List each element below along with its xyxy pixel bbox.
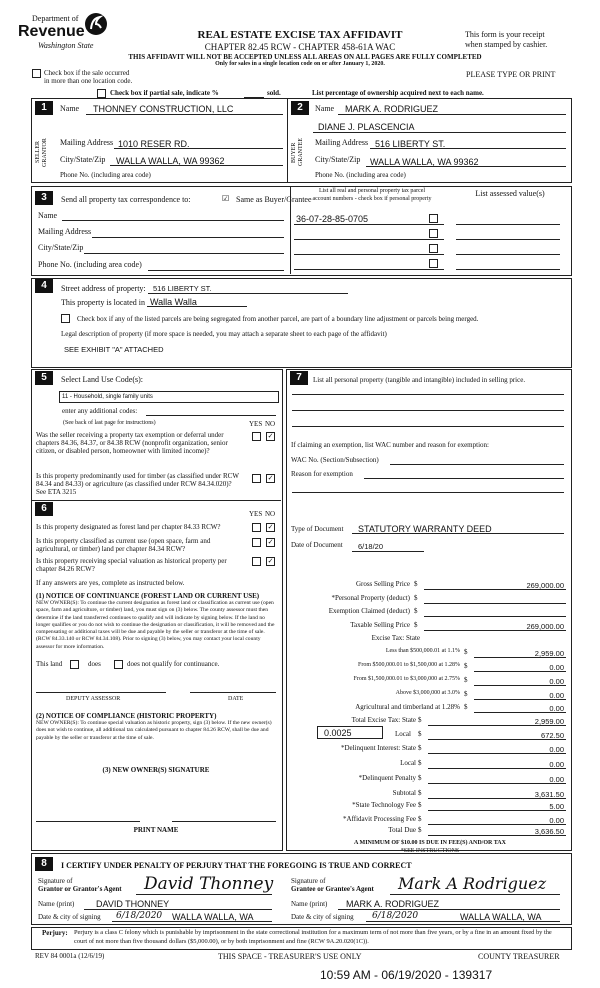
- located-in[interactable]: Walla Walla: [150, 297, 197, 307]
- s6-q1-no[interactable]: ✓: [267, 523, 274, 531]
- s6-q3-yes[interactable]: [252, 557, 261, 566]
- section-8-number: 8: [35, 857, 53, 871]
- grantor-date-label: Date & city of signing: [38, 913, 101, 921]
- s6-question-3: Is this property receiving special valuation as historical property per chapter 84.26 RCW?: [36, 557, 227, 573]
- minimum-note: A MINIMUM OF $10.00 IS DUE IN FEE(S) AND/OR TAX: [354, 840, 506, 846]
- local-rate: 0.0025: [324, 728, 352, 738]
- street-address[interactable]: 516 LIBERTY ST.: [153, 284, 212, 293]
- buyer-phone-label: Phone No. (including area code): [315, 171, 406, 179]
- s6-q3-no[interactable]: ✓: [267, 557, 274, 565]
- if-yes-note: If any answers are yes, complete as instructed below.: [36, 579, 185, 587]
- tier-3-label: From $1,500,000.01 to $3,000,000 at 2.75%: [353, 676, 460, 682]
- land-does-label: does: [88, 660, 101, 668]
- taxable-label: Taxable Selling Price: [350, 621, 410, 629]
- notice-1-body: NEW OWNER(S): To continue the current designation as forest land or classification as current use (open space, farm and agriculture, or timber) land, you must sign on (3) below. The county assessor must then determine if the land transferred continues to qualify and will indicate by signing below. If the land no longer qualifies or you do not wish to continue the designation or classification, it will be removed and the compensating or additional taxes will be due and payable by the seller or transferor at the time of sale. (RCW 84.33.140 or RCW 84.34.108). Prior to signing (3) below, you may contact your local county assessor for more information.: [36, 600, 275, 650]
- dollar-sign: $: [418, 774, 422, 782]
- exemption-claim-label: If claiming an exemption, list WAC number and reason for exemption:: [291, 441, 489, 449]
- section-2-number: 2: [291, 101, 309, 115]
- parcel-personal-checkbox-2[interactable]: [429, 229, 438, 238]
- dollar-sign: $: [464, 662, 468, 670]
- tier-4-value[interactable]: 0.00: [549, 691, 564, 700]
- local-value[interactable]: 672.50: [541, 731, 564, 740]
- recording-stamp: 10:59 AM - 06/19/2020 - 139317: [320, 968, 493, 982]
- buyer-name-2[interactable]: DIANE J. PLASCENCIA: [318, 122, 415, 132]
- same-as-check[interactable]: ☑: [222, 194, 230, 203]
- exemption-deduct-label: Exemption Claimed (deduct): [328, 607, 410, 615]
- logo-dept-line3: Washington State: [38, 41, 94, 50]
- tier-4-label: Above $3,000,000 at 3.0%: [395, 690, 460, 696]
- section-7-number: 7: [290, 371, 308, 385]
- total-due-label: Total Due: [388, 826, 416, 834]
- delinquent-penalty-label: *Delinquent Penalty: [358, 774, 416, 782]
- parcel-header-1: List all real and personal property tax parcel: [318, 188, 426, 194]
- segregated-checkbox[interactable]: [61, 314, 70, 323]
- tier-3-value[interactable]: 0.00: [549, 677, 564, 686]
- grantee-date[interactable]: 6/18/2020: [372, 911, 419, 921]
- section-4-number: 4: [35, 279, 53, 293]
- legal-desc-label: Legal description of property (if more space is needed, you may attach a separate sheet to each page of the affidavit): [61, 330, 387, 338]
- agri-label: Agricultural and timberland at 1.28%: [355, 703, 460, 711]
- seller-name[interactable]: THONNEY CONSTRUCTION, LLC: [93, 104, 234, 114]
- receipt-note-1: This form is your receipt: [465, 30, 545, 39]
- grantee-name[interactable]: MARK A. RODRIGUEZ: [346, 899, 440, 909]
- grantor-sig-label-1: Signature of: [38, 877, 73, 885]
- delinquent-local-label: Local: [400, 759, 416, 767]
- local-label: Local: [395, 730, 411, 738]
- multi-location-checkbox[interactable]: [32, 69, 41, 78]
- located-label: This property is located in: [61, 298, 145, 307]
- s5-q1-yes[interactable]: [252, 432, 261, 441]
- total-state-label: Total Excise Tax: State: [351, 716, 416, 724]
- seller-name-label: Name: [60, 104, 80, 113]
- subtotal-label: Subtotal: [392, 789, 416, 797]
- logo-dept-line2: Revenue: [18, 23, 85, 40]
- dollar-sign: $: [418, 759, 422, 767]
- s6-yes-header: YES: [249, 510, 263, 518]
- s3-city-label: City/State/Zip: [38, 243, 84, 252]
- receipt-note-2: when stamped by cashier.: [465, 40, 548, 49]
- s5-yes-header: YES: [249, 420, 263, 428]
- dollar-sign: $: [414, 607, 418, 615]
- grantor-signature[interactable]: David Thonney: [144, 874, 274, 894]
- form-title: REAL ESTATE EXCISE TAX AFFIDAVIT: [197, 29, 403, 41]
- gross-label: Gross Selling Price: [355, 580, 410, 588]
- warning-text: THIS AFFIDAVIT WILL NOT BE ACCEPTED UNLESS ALL AREAS ON ALL PAGES ARE FULLY COMPLETED: [128, 53, 482, 61]
- doc-date[interactable]: 6/18/20: [358, 542, 384, 551]
- deputy-assessor-label: DEPUTY ASSESSOR: [66, 696, 121, 702]
- seller-city[interactable]: WALLA WALLA, WA 99362: [116, 156, 225, 166]
- buyer-city[interactable]: WALLA WALLA, WA 99362: [370, 157, 479, 167]
- total-due-value[interactable]: 3,636.50: [534, 827, 564, 836]
- dollar-sign: $: [414, 621, 418, 629]
- dollar-sign: $: [418, 789, 422, 797]
- grantee-signature[interactable]: Mark A Rodriguez: [398, 874, 547, 893]
- grantee-city[interactable]: WALLA WALLA, WA: [460, 912, 542, 922]
- grantor-name[interactable]: DAVID THONNEY: [96, 899, 170, 909]
- this-land-label: This land: [36, 660, 63, 668]
- dollar-sign: $: [464, 703, 468, 711]
- land-does-not-label: does not qualify for continuance.: [127, 660, 220, 668]
- county-treasurer: COUNTY TREASURER: [478, 952, 560, 961]
- dollar-sign: $: [464, 690, 468, 698]
- see-back-label: (See back of last page for instructions): [63, 420, 156, 426]
- doc-date-label: Date of Document: [291, 541, 343, 549]
- s3-phone-label: Phone No. (including area code): [38, 260, 142, 269]
- dollar-sign: $: [414, 580, 418, 588]
- s6-q2-no[interactable]: ✓: [267, 538, 274, 546]
- buyer-side-label: BUYER GRANTEE: [291, 138, 304, 167]
- grantor-sig-label-2: Grantor or Grantor's Agent: [38, 885, 122, 893]
- total-state-value[interactable]: 2,959.00: [534, 717, 564, 726]
- section-1-number: 1: [35, 101, 53, 115]
- s6-q1-yes[interactable]: [252, 523, 261, 532]
- wa-logo-icon: [84, 11, 108, 37]
- s5-q1-no[interactable]: ✓: [267, 432, 274, 440]
- wac-label: WAC No. (Section/Subsection): [291, 456, 379, 464]
- new-owner-signature-label: (3) NEW OWNER(S) SIGNATURE: [102, 766, 210, 774]
- land-use-label: Select Land Use Code(s):: [61, 375, 143, 384]
- partial-sold-label: sold.: [267, 89, 281, 97]
- treasurer-use: THIS SPACE - TREASURER'S USE ONLY: [218, 952, 362, 961]
- excise-state-label: Excise Tax: State: [371, 634, 420, 642]
- section-5-number: 5: [35, 371, 53, 385]
- seller-mailing[interactable]: 1010 RESER RD.: [118, 139, 190, 149]
- land-does-checkbox[interactable]: [70, 660, 79, 669]
- processing-fee-value[interactable]: 0.00: [549, 816, 564, 825]
- multi-location-line1: Check box if the sale occurred: [44, 69, 130, 77]
- segregated-label: Check box if any of the listed parcels are being segregated from another parcel, are part of a boundary line adjustment or parcels being merged.: [77, 315, 479, 323]
- taxable-value[interactable]: 269,000.00: [526, 622, 564, 631]
- dollar-sign: $: [414, 594, 418, 602]
- processing-fee-label: *Affidavit Processing Fee: [343, 815, 416, 823]
- street-label: Street address of property:: [61, 284, 146, 293]
- local-rate-box[interactable]: [317, 726, 383, 739]
- buyer-mailing[interactable]: 516 LIBERTY ST.: [375, 139, 446, 149]
- parcel-header-2: account numbers - check box if personal property: [312, 196, 432, 202]
- logo-dept-line1: Department of: [32, 14, 79, 23]
- ownership-note: List percentage of ownership acquired next to each name.: [312, 89, 484, 97]
- delinquent-local-value[interactable]: 0.00: [549, 760, 564, 769]
- section-6-number: 6: [35, 502, 53, 516]
- notice-2-title: (2) NOTICE OF COMPLIANCE (HISTORIC PROPERTY): [36, 712, 217, 720]
- perjury-label: Perjury:: [42, 929, 68, 937]
- single-location-note: Only for sales in a single location code on or after January 1, 2020.: [215, 61, 385, 67]
- multi-location-line2: in more than one location code.: [44, 77, 133, 85]
- s5-q2-yes[interactable]: [252, 474, 261, 483]
- additional-codes-label: enter any additional codes:: [62, 407, 138, 415]
- seller-phone-label: Phone No. (including area code): [60, 171, 151, 179]
- buyer-city-label: City/State/Zip: [315, 155, 361, 164]
- legal-description[interactable]: SEE EXHIBIT "A" ATTACHED: [64, 345, 164, 354]
- perjury-text: Perjury is a class C felony which is punishable by imprisonment in the state correctional institution for a maximum term of not more than five years, or by a fine in an amount fixed by the court of not more than five thousand dollars ($5,000.00), or by both imprisonment and fine (RCW 9A.20.020(1C)).: [74, 929, 552, 945]
- grantee-sig-label-1: Signature of: [291, 877, 326, 885]
- tech-fee-value[interactable]: 5.00: [549, 802, 564, 811]
- s5-question-1: Was the seller receiving a property tax exemption or deferral under chapters 84.36, 84.37, or 84.38 RCW (nonprofit organization, senior citizen, or disabled person, homeowner with limited income)?: [36, 431, 228, 455]
- parcel-personal-checkbox-3[interactable]: [429, 244, 438, 253]
- land-does-not-checkbox[interactable]: [114, 660, 123, 669]
- deputy-date-label: DATE: [228, 696, 244, 702]
- tier-2-label: From $500,000.01 to $1,500,000 at 1.28%: [358, 662, 460, 668]
- grantor-name-label: Name (print): [38, 900, 75, 908]
- seller-side-label: SELLER GRANTOR: [35, 138, 48, 167]
- parcel-personal-checkbox-1[interactable]: [429, 214, 438, 223]
- form-id: REV 84 0001a (12/6/19): [35, 952, 105, 960]
- buyer-name-1[interactable]: MARK A. RODRIGUEZ: [345, 104, 439, 114]
- assessed-header: List assessed value(s): [475, 189, 545, 198]
- parcel-personal-checkbox-4[interactable]: [429, 259, 438, 268]
- delinquent-interest-label: *Delinquent Interest: State: [340, 744, 416, 752]
- subtotal-value[interactable]: 3,631.50: [534, 790, 564, 799]
- dollar-sign: $: [464, 648, 468, 656]
- buyer-mailing-label: Mailing Address: [315, 138, 369, 147]
- dollar-sign: $: [418, 716, 422, 724]
- partial-sale-label: Check box if partial sale, indicate %: [110, 89, 219, 97]
- certify-statement: I CERTIFY UNDER PENALTY OF PERJURY THAT THE FOREGOING IS TRUE AND CORRECT: [61, 861, 412, 870]
- s6-question-2: Is this property classified as current use (open space, farm and agricultural, or timber) land per chapter 84.34 RCW?: [36, 537, 211, 553]
- please-type: PLEASE TYPE OR PRINT: [466, 70, 556, 79]
- grantee-name-label: Name (print): [291, 900, 328, 908]
- personal-deduct-label: *Personal Property (deduct): [331, 594, 410, 602]
- s3-mailing-label: Mailing Address: [38, 227, 92, 236]
- s5-question-2: Is this property predominantly used for timber (as classified under RCW 84.34 and 84.33) or agriculture (as classified under RCW 84.34.020)? See ETA 3215: [36, 472, 239, 496]
- dollar-sign: $: [418, 826, 422, 834]
- delinquent-interest-value[interactable]: 0.00: [549, 745, 564, 754]
- gross-value[interactable]: 269,000.00: [526, 581, 564, 590]
- send-correspondence-label: Send all property tax correspondence to:: [61, 195, 191, 204]
- personal-property-label: List all personal property (tangible and intangible) included in selling price.: [313, 376, 526, 384]
- notice-1-title: (1) NOTICE OF CONTINUANCE (FOREST LAND OR CURRENT USE): [36, 592, 260, 600]
- partial-sale-checkbox[interactable]: [97, 89, 106, 98]
- doc-type-label: Type of Document: [291, 525, 344, 533]
- grantor-date[interactable]: 6/18/2020: [116, 911, 163, 921]
- print-name-label: PRINT NAME: [133, 826, 179, 834]
- parcel-number[interactable]: 36-07-28-85-0705: [296, 214, 369, 224]
- land-use-value: 11 - Household, single family units: [62, 394, 153, 400]
- form-subtitle: CHAPTER 82.45 RCW - CHAPTER 458-61A WAC: [204, 42, 396, 52]
- dollar-sign: $: [418, 744, 422, 752]
- seller-mailing-label: Mailing Address: [60, 138, 114, 147]
- s5-q2-no[interactable]: ✓: [267, 474, 274, 482]
- tier-1-value[interactable]: 2,959.00: [534, 649, 564, 658]
- section-3-number: 3: [35, 191, 53, 205]
- dollar-sign: $: [464, 676, 468, 684]
- s5-no-header: NO: [265, 420, 276, 428]
- grantor-city[interactable]: WALLA WALLA, WA: [172, 912, 254, 922]
- s6-question-1: Is this property designated as forest land per chapter 84.33 RCW?: [36, 523, 221, 531]
- land-use-select[interactable]: [59, 391, 279, 403]
- dor-logo: [6, 10, 116, 56]
- dollar-sign: $: [418, 801, 422, 809]
- tech-fee-label: *State Technology Fee: [352, 801, 416, 809]
- s3-name-label: Name: [38, 211, 58, 220]
- doc-type[interactable]: STATUTORY WARRANTY DEED: [358, 524, 492, 534]
- tier-1-label: Less than $500,000.01 at 1.1%: [385, 648, 460, 654]
- s6-q2-yes[interactable]: [252, 538, 261, 547]
- dollar-sign: $: [418, 730, 422, 738]
- notice-2-body: NEW OWNER(S): To continue special valuation as historic property, sign (3) below. If the new owner(s) does not wish to continue, all additional tax calculated pursuant to chapter 84.26 RCW, shall be due and payable by the seller or transferor at the time of sale.: [36, 720, 272, 741]
- delinquent-penalty-value[interactable]: 0.00: [549, 775, 564, 784]
- grantee-sig-label-2: Grantee or Grantee's Agent: [291, 885, 374, 893]
- tier-2-value[interactable]: 0.00: [549, 663, 564, 672]
- seller-city-label: City/State/Zip: [60, 155, 106, 164]
- buyer-name-label: Name: [315, 104, 335, 113]
- s6-no-header: NO: [265, 510, 276, 518]
- grantee-date-label: Date & city of signing: [291, 913, 354, 921]
- dollar-sign: $: [418, 815, 422, 823]
- same-as-label: Same as Buyer/Grantee: [236, 195, 312, 204]
- reason-label: Reason for exemption: [291, 470, 353, 478]
- see-instructions: *SEE INSTRUCTIONS: [400, 848, 460, 854]
- agri-value[interactable]: 0.00: [549, 704, 564, 713]
